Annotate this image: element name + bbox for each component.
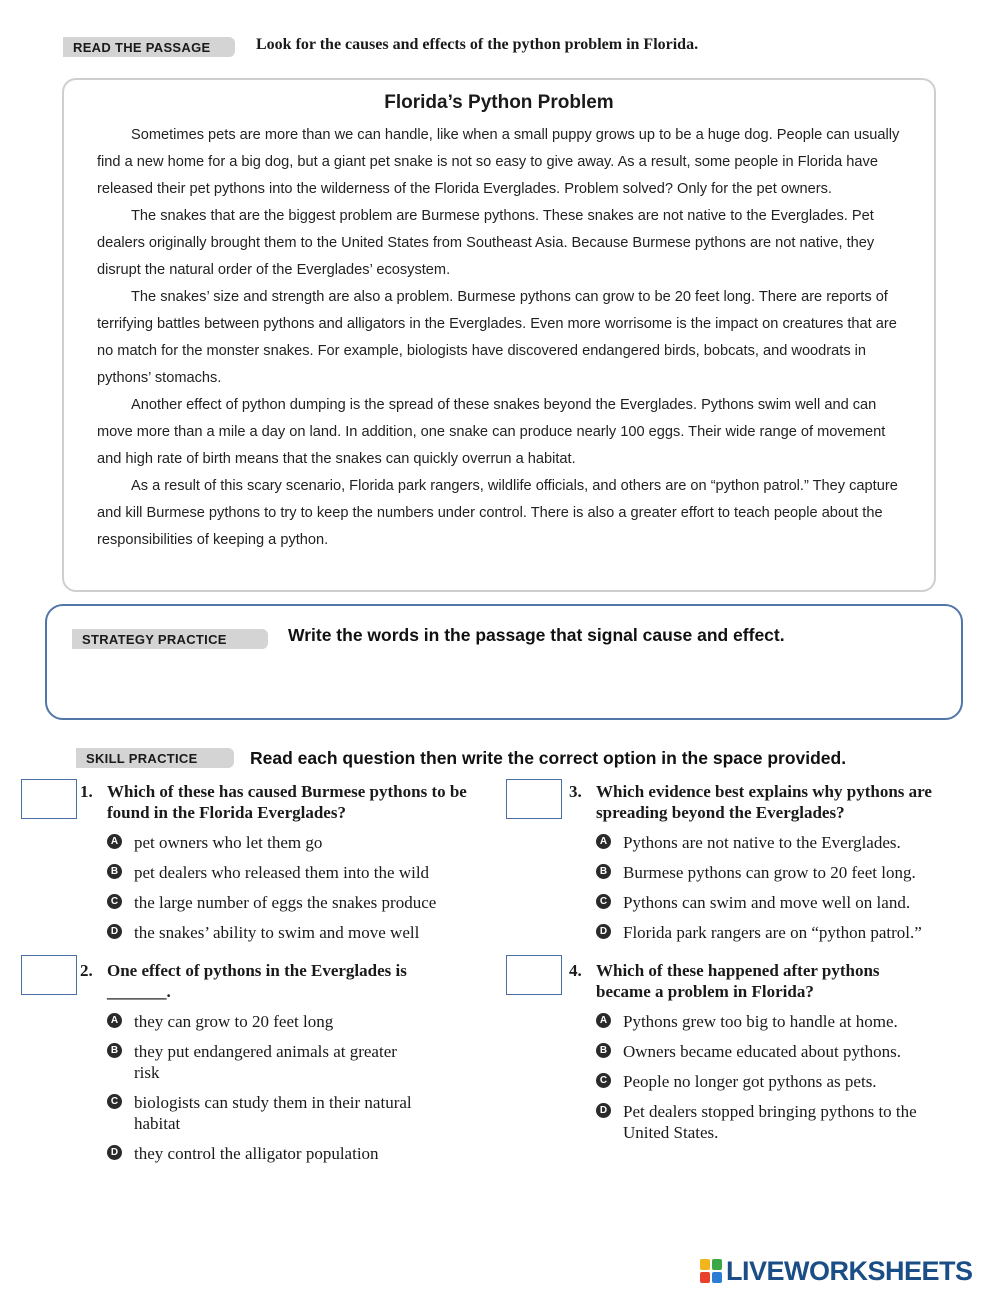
option-text: Florida park rangers are on “python patrol.” [623, 923, 922, 942]
option-text: the large number of eggs the snakes produce [134, 893, 437, 912]
option-d [80, 1143, 425, 1164]
logo-text: LIVEWORKSHEETS [726, 1255, 973, 1286]
answer-box-q1[interactable] [21, 779, 77, 819]
passage-body [97, 122, 909, 554]
question-number: 2. [80, 961, 93, 980]
question-stem [569, 781, 979, 823]
option-text: Pythons grew too big to handle at home. [623, 1012, 898, 1031]
question-number: 1. [80, 782, 93, 801]
option-letter-icon: D [107, 924, 122, 939]
strategy-instruction: Write the words in the passage that signal cause and effect. [288, 625, 785, 645]
passage-paragraph: The snakes that are the biggest problem are Burmese pythons. These snakes are not native to the Everglades. Pet dealers originally brought them to the United States from Southeast Asia. Because Burmese pythons are not native, they disrupt the natural order of the Everglades’ ecosystem. [97, 208, 875, 278]
question-2 [80, 960, 425, 1164]
question-3 [569, 781, 979, 943]
question-stem [80, 781, 495, 823]
answer-box-q2[interactable] [21, 955, 77, 995]
option-a [569, 1011, 924, 1032]
option-letter-icon: C [596, 894, 611, 909]
option-text: they can grow to 20 feet long [134, 1012, 334, 1031]
option-c [80, 892, 495, 913]
option-b [80, 1041, 425, 1083]
passage-title: Florida’s Python Problem [384, 92, 614, 113]
strategy-answer-box[interactable] [45, 604, 963, 720]
option-text: Owners became educated about pythons. [623, 1042, 902, 1061]
option-b [80, 862, 495, 883]
option-a [80, 832, 495, 853]
answer-box-q4[interactable] [506, 955, 562, 995]
option-text: Pet dealers stopped bringing pythons to the United States. [623, 1102, 917, 1142]
option-letter-icon: C [107, 894, 122, 909]
option-c [569, 892, 979, 913]
option-c [569, 1071, 924, 1092]
strategy-practice-tag: STRATEGY PRACTICE [72, 629, 268, 649]
question-4 [569, 960, 924, 1143]
option-letter-icon: D [596, 924, 611, 939]
passage-paragraph: As a result of this scary scenario, Florida park rangers, wildlife officials, and others are on “python patrol.” They capture and kill Burmese pythons to try to keep the numbers under control. There is also a greater effort to teach people about the responsibilities of keeping a python. [97, 478, 898, 548]
answer-box-q3[interactable] [506, 779, 562, 819]
passage-paragraph: Another effect of python dumping is the spread of these snakes beyond the Everglades. Pythons swim well and can move more than a mile a day on land. In addition, one snake can produce nearly 100 eggs. Their wide range of movement and high rate of birth means that the snakes can quickly overrun a habitat. [97, 397, 886, 467]
logo-square-red [700, 1272, 710, 1283]
question-1 [80, 781, 495, 943]
logo-square-green [712, 1259, 722, 1270]
option-c [80, 1092, 425, 1134]
passage-paragraph: The snakes’ size and strength are also a problem. Burmese pythons can grow to be 20 feet long. There are reports of terrifying battles between pythons and alligators in the Everglades. Even more worrisome is the impact on creatures that are no match for the monster snakes. For example, biologists have discovered endangered birds, bobcats, and woodrats in pythons’ stomachs. [97, 289, 897, 386]
option-text: Pythons can swim and move well on land. [623, 893, 911, 912]
option-letter-icon: B [596, 1043, 611, 1058]
option-letter-icon: B [107, 864, 122, 879]
read-passage-tag: READ THE PASSAGE [63, 37, 235, 57]
read-passage-instruction: Look for the causes and effects of the python problem in Florida. [256, 36, 699, 53]
question-text: Which of these has caused Burmese pythons to be found in the Florida Everglades? [107, 782, 467, 822]
option-letter-icon: A [596, 1013, 611, 1028]
option-letter-icon: C [596, 1073, 611, 1088]
option-letter-icon: A [596, 834, 611, 849]
option-a [80, 1011, 425, 1032]
question-text: Which evidence best explains why pythons are spreading beyond the Everglades? [596, 782, 932, 822]
option-text: Burmese pythons can grow to 20 feet long. [623, 863, 916, 882]
option-a [569, 832, 979, 853]
liveworksheets-logo [700, 1256, 973, 1286]
option-text: biologists can study them in their natural habitat [134, 1093, 412, 1133]
question-number: 4. [569, 961, 582, 980]
option-letter-icon: B [596, 864, 611, 879]
option-text: the snakes’ ability to swim and move well [134, 923, 420, 942]
passage-box [62, 78, 936, 592]
logo-mark-icon [700, 1259, 722, 1283]
question-number: 3. [569, 782, 582, 801]
option-letter-icon: D [596, 1103, 611, 1118]
option-d [80, 922, 495, 943]
option-letter-icon: B [107, 1043, 122, 1058]
option-d [569, 922, 979, 943]
question-stem [80, 960, 425, 1002]
question-text: Which of these happened after pythons became a problem in Florida? [596, 961, 880, 1001]
option-text: Pythons are not native to the Everglades. [623, 833, 901, 852]
skill-instruction: Read each question then write the correct option in the space provided. [250, 748, 847, 768]
question-stem [569, 960, 924, 1002]
option-text: pet owners who let them go [134, 833, 323, 852]
option-letter-icon: A [107, 1013, 122, 1028]
option-b [569, 862, 979, 883]
question-text: One effect of pythons in the Everglades is _______. [107, 961, 407, 1001]
option-text: they put endangered animals at greater risk [134, 1042, 397, 1082]
option-letter-icon: A [107, 834, 122, 849]
logo-square-yellow [700, 1259, 710, 1270]
passage-paragraph: Sometimes pets are more than we can handle, like when a small puppy grows up to be a huge dog. People can usually find a new home for a big dog, but a giant pet snake is not so easy to give away. As a result, some people in Florida have released their pet pythons into the wilderness of the Florida Everglades. Problem solved? Only for the pet owners. [97, 127, 900, 197]
logo-square-blue [712, 1272, 722, 1283]
skill-practice-tag: SKILL PRACTICE [76, 748, 234, 768]
option-letter-icon: D [107, 1145, 122, 1160]
option-b [569, 1041, 924, 1062]
option-text: pet dealers who released them into the wild [134, 863, 430, 882]
option-d [569, 1101, 924, 1143]
option-letter-icon: C [107, 1094, 122, 1109]
option-text: they control the alligator population [134, 1144, 379, 1163]
option-text: People no longer got pythons as pets. [623, 1072, 877, 1091]
